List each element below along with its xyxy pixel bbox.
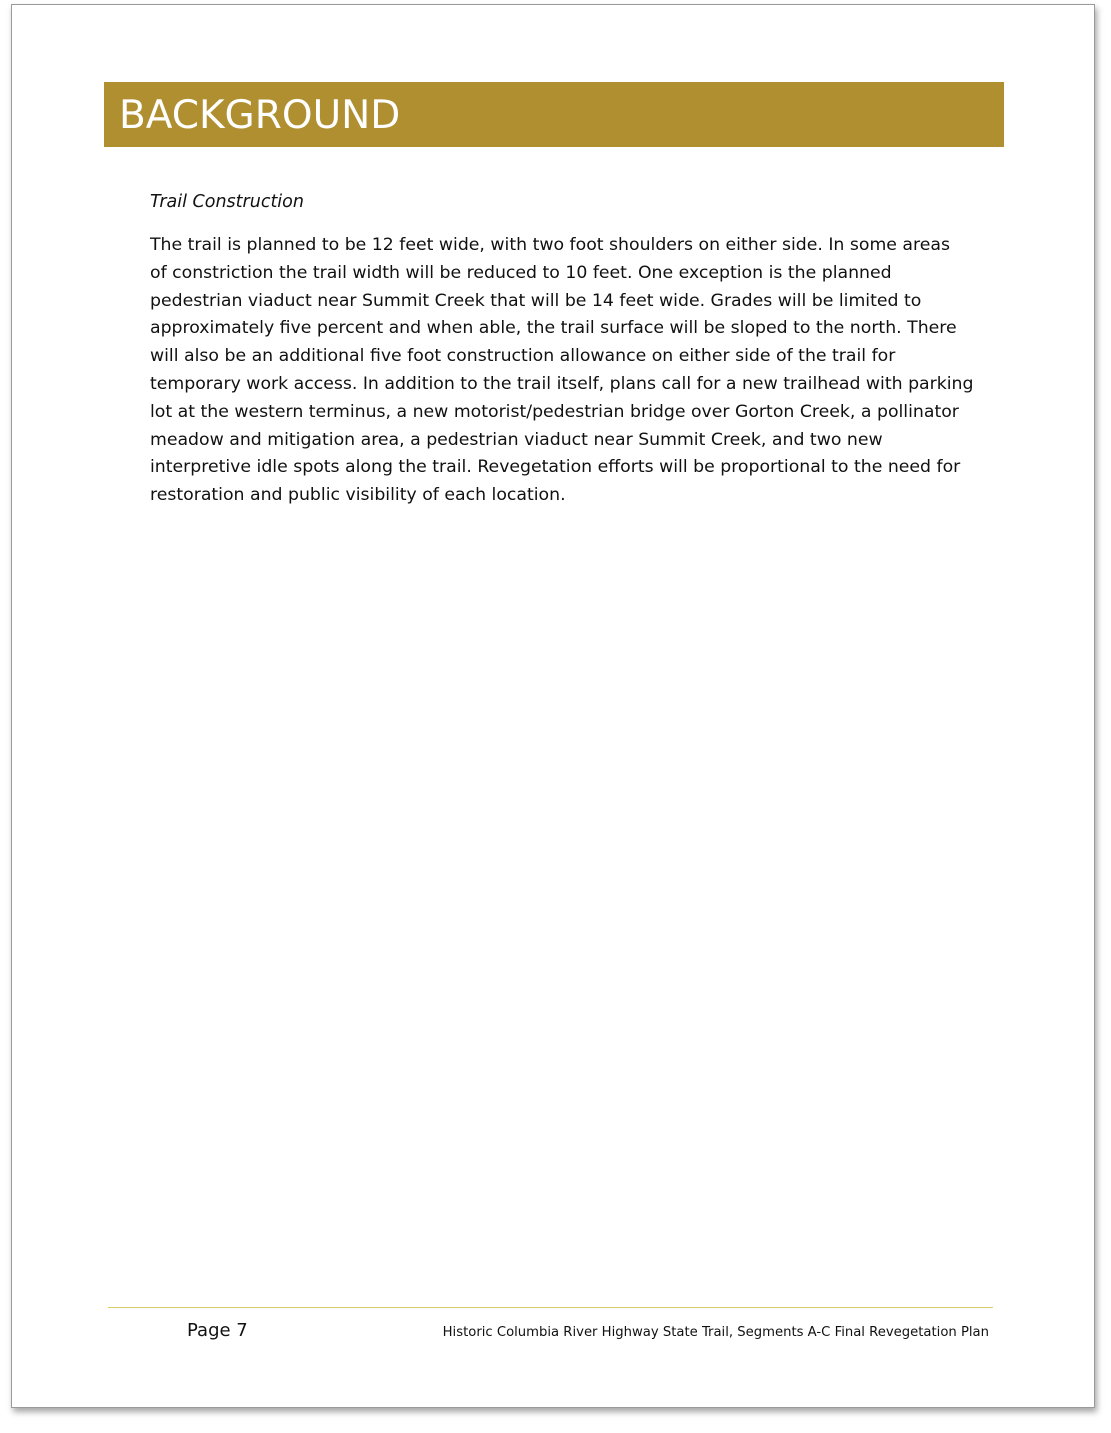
footer-document-title: Historic Columbia River Highway State Trail, Segments A-C Final Revegetation Plan xyxy=(442,1325,989,1340)
document-page xyxy=(11,4,1095,1408)
paragraph-line: will also be an additional five foot construction allowance on either side of the trail for xyxy=(150,346,896,367)
subheading: Trail Construction xyxy=(150,192,304,212)
section-banner xyxy=(104,82,1004,147)
paragraph-line: lot at the western terminus, a new motorist/pedestrian bridge over Gorton Creek, a pollinator xyxy=(150,401,959,422)
page-number: Page 7 xyxy=(187,1320,248,1341)
paragraph-line: restoration and public visibility of each location. xyxy=(150,485,566,506)
paragraph-line: The trail is planned to be 12 feet wide, with two foot shoulders on either side. In some areas xyxy=(150,235,950,255)
footer-divider xyxy=(108,1307,993,1308)
paragraph-line: meadow and mitigation area, a pedestrian viaduct near Summit Creek, and two new xyxy=(150,429,883,450)
section-title: BACKGROUND xyxy=(119,93,401,138)
paragraph-line: of constriction the trail width will be reduced to 10 feet. One exception is the planned xyxy=(150,262,892,283)
paragraph-line: interpretive idle spots along the trail. Revegetation efforts will be proportional to the need for xyxy=(150,457,961,478)
paragraph-line: temporary work access. In addition to the trail itself, plans call for a new trailhead with parking xyxy=(150,373,974,394)
paragraph-line: approximately five percent and when able, the trail surface will be sloped to the north. There xyxy=(150,318,957,339)
paragraph-line: pedestrian viaduct near Summit Creek that will be 14 feet wide. Grades will be limited to xyxy=(150,290,922,311)
body-paragraph xyxy=(150,232,980,510)
